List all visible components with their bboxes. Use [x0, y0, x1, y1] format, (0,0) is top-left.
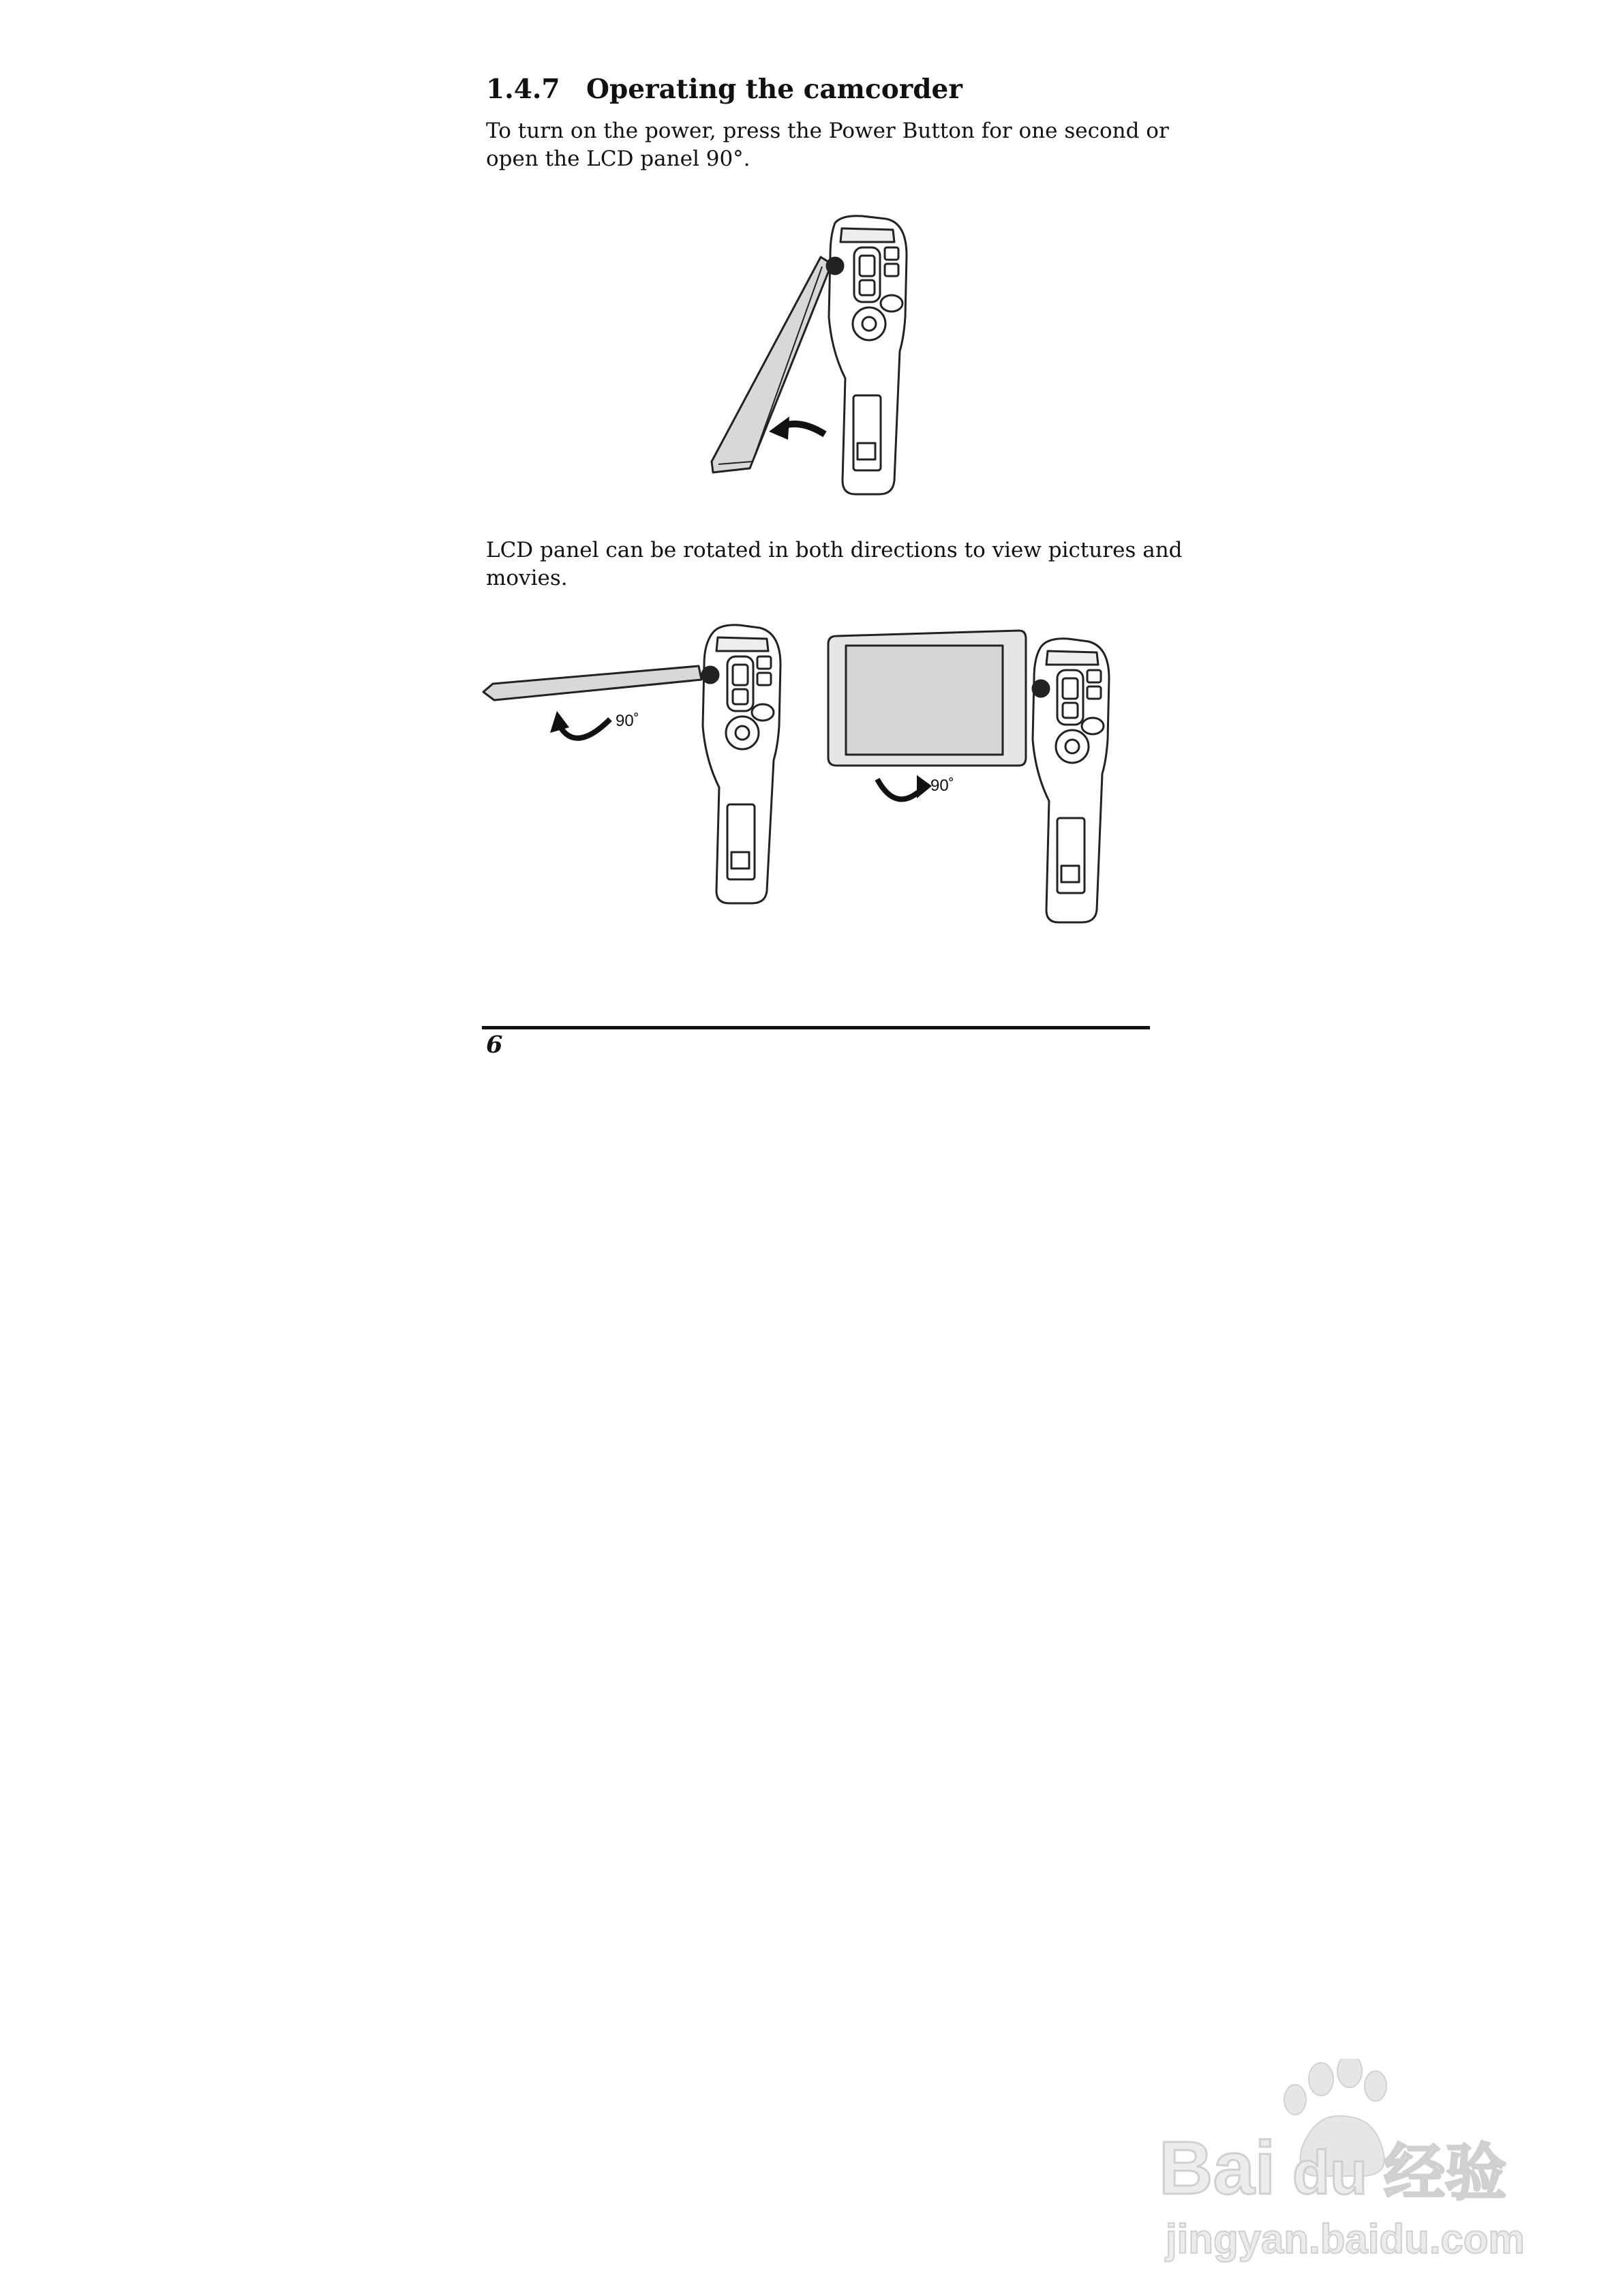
baidu-watermark — [1159, 2059, 1541, 2263]
figure-open-lcd — [709, 215, 941, 508]
paragraph-power-on — [486, 117, 1169, 173]
section-heading — [486, 74, 962, 105]
paragraph-line: movies. — [486, 566, 568, 590]
baidu-paw-logo-icon — [1159, 2059, 1541, 2263]
page-number: 6 — [486, 1031, 503, 1059]
figure-lcd-rotated-right — [821, 624, 1149, 931]
section-title: Operating the camcorder — [586, 74, 962, 105]
camcorder-lcd-rotated-up-icon — [481, 624, 821, 910]
camcorder-open-lcd-icon — [709, 215, 941, 508]
svg-text:du: du — [1292, 2139, 1367, 2207]
camcorder-lcd-rotated-down-icon — [821, 624, 1149, 931]
watermark-url: jingyan.baidu.com — [1166, 2216, 1525, 2262]
rotation-label-right: 90˚ — [930, 776, 954, 795]
paragraph-line: LCD panel can be rotated in both directions to view pictures and — [486, 538, 1183, 562]
rotation-label-left: 90˚ — [616, 712, 639, 730]
paragraph-line: open the LCD panel 90°. — [486, 147, 750, 171]
svg-text:Bai: Bai — [1159, 2126, 1276, 2210]
footer-rule — [482, 1026, 1150, 1029]
figure-lcd-rotated-left — [481, 624, 821, 910]
section-number: 1.4.7 — [486, 74, 560, 105]
paragraph-rotate — [486, 537, 1183, 592]
paragraph-line: To turn on the power, press the Power Button for one second or — [486, 119, 1169, 143]
svg-text:经验: 经验 — [1384, 2137, 1506, 2209]
